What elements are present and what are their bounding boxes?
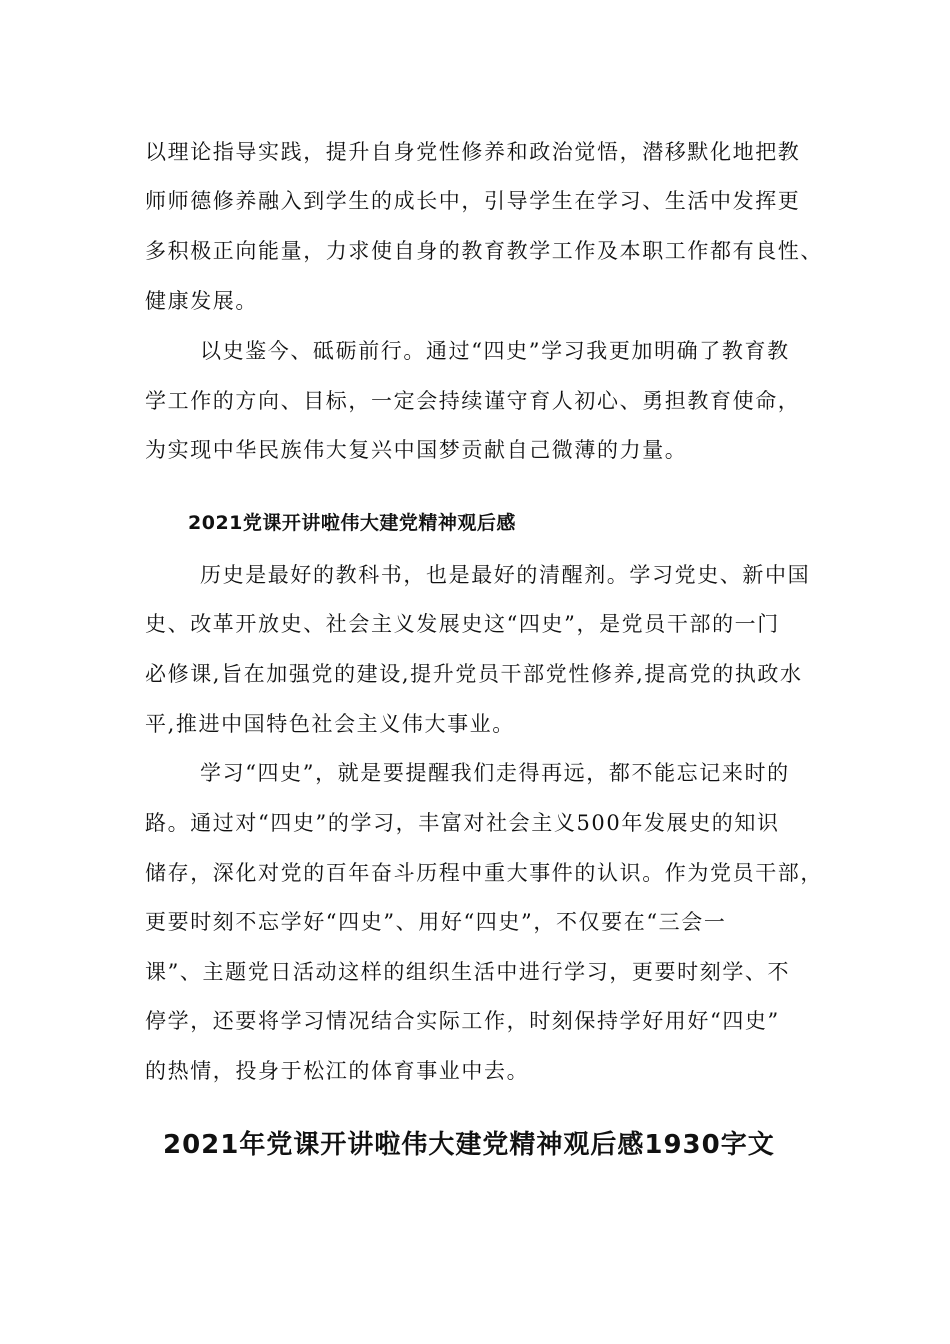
paragraph-line: 必修课,旨在加强党的建设,提升党员干部党性修养,提高党的执政水 bbox=[145, 662, 803, 686]
paragraph-line: 学习“四史”，就是要提醒我们走得再远，都不能忘记来时的 bbox=[200, 761, 790, 785]
paragraph-line: 储存，深化对党的百年奋斗历程中重大事件的认识。作为党员干部， bbox=[145, 861, 823, 885]
paragraph-line: 多积极正向能量，力求使自身的教育教学工作及本职工作都有良性、 bbox=[145, 239, 823, 263]
paragraph-line: 师师德修养融入到学生的成长中，引导学生在学习、生活中发挥更 bbox=[145, 189, 801, 213]
paragraph-line: 历史是最好的教科书，也是最好的清醒剂。学习党史、新中国 bbox=[200, 563, 811, 587]
section-heading: 2021党课开讲啦伟大建党精神观后感 bbox=[188, 512, 516, 534]
paragraph-line: 更要时刻不忘学好“四史”、用好“四史”，不仅要在“三会一 bbox=[145, 910, 727, 934]
paragraph-line: 健康发展。 bbox=[145, 289, 258, 313]
paragraph-line: 路。通过对“四史”的学习，丰富对社会主义500年发展史的知识 bbox=[145, 811, 780, 835]
paragraph-line: 为实现中华民族伟大复兴中国梦贡献自己微薄的力量。 bbox=[145, 438, 688, 462]
paragraph-line: 平,推进中国特色社会主义伟大事业。 bbox=[145, 712, 515, 736]
paragraph-line: 史、改革开放史、社会主义发展史这“四史”，是党员干部的一门 bbox=[145, 612, 780, 636]
paragraph-line: 课”、主题党日活动这样的组织生活中进行学习，更要时刻学、不 bbox=[145, 960, 791, 984]
paragraph-line: 以理论指导实践，提升自身党性修养和政治觉悟，潜移默化地把教 bbox=[145, 140, 801, 164]
paragraph-line: 以史鉴今、砥砺前行。通过“四史”学习我更加明确了教育教 bbox=[200, 339, 790, 363]
document-title: 2021年党课开讲啦伟大建党精神观后感1930字文 bbox=[163, 1130, 775, 1160]
paragraph-line: 停学，还要将学习情况结合实际工作，时刻保持学好用好“四史” bbox=[145, 1009, 780, 1033]
paragraph-line: 学工作的方向、目标，一定会持续谨守育人初心、勇担教育使命， bbox=[145, 389, 801, 413]
paragraph-line: 的热情，投身于松江的体育事业中去。 bbox=[145, 1059, 530, 1083]
